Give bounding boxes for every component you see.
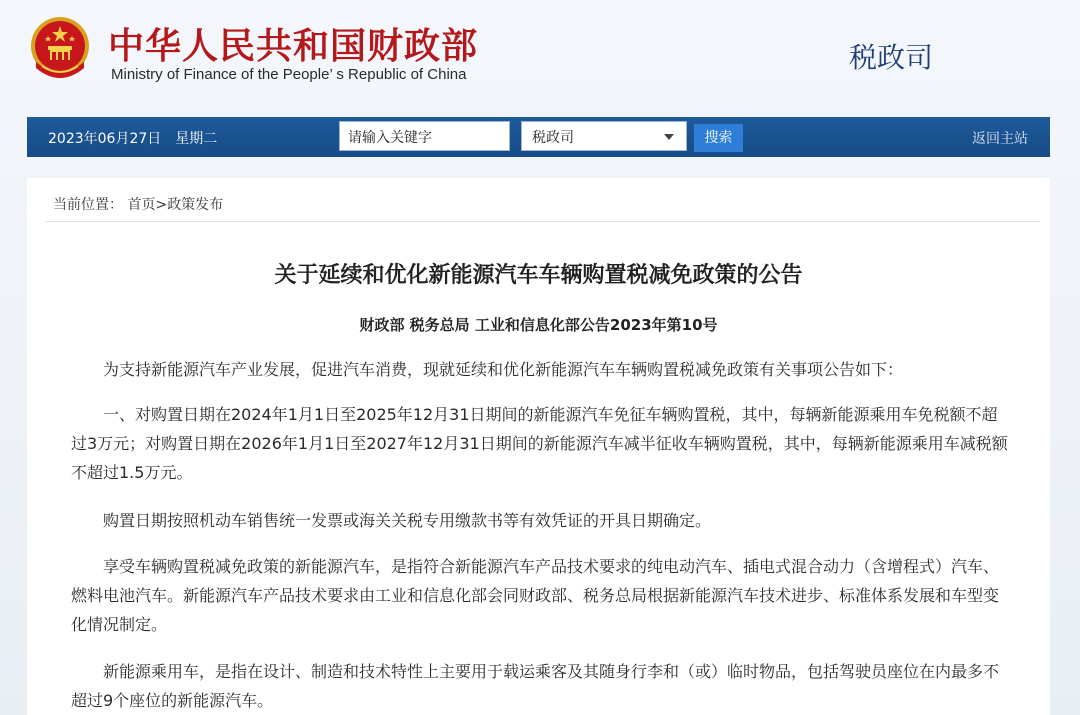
- department-name: 税政司: [849, 41, 934, 74]
- scope-select[interactable]: [521, 121, 687, 151]
- paragraph: 一、对购置日期在2024年1月1日至2025年12月31日期间的新能源汽车免征车辆购置税，其中，每辆新能源乘用车免税额不超过3万元；对购置日期在2026年1月1日至2027年12月31日期间的新能源汽车减半征收车辆购置税，其中，每辆新能源乘用车减税额不超过1.5万元。: [71, 405, 1008, 482]
- site-header: [0, 0, 1080, 118]
- divider: [45, 221, 1040, 222]
- nav-bar: [27, 117, 1050, 157]
- breadcrumb-home-link[interactable]: 首页: [127, 197, 156, 213]
- document-subtitle: 财政部 税务总局 工业和信息化部公告2023年第10号: [359, 316, 718, 334]
- paragraph: 为支持新能源汽车产业发展，促进汽车消费，现就延续和优化新能源汽车车辆购置税减免政策有关事项公告如下：: [103, 360, 904, 379]
- current-date: 2023年06月27日 星期二: [48, 131, 218, 147]
- chevron-down-icon: [664, 134, 674, 140]
- breadcrumb-separator: >: [155, 197, 168, 213]
- paragraph: 新能源乘用车，是指在设计、制造和技术特性上主要用于载运乘客及其随身行李和（或）临时物品，包括驾驶员座位在内最多不超过9个座位的新能源汽车。: [71, 662, 1000, 710]
- content-card: [27, 178, 1050, 715]
- paragraph: 享受车辆购置税减免政策的新能源汽车，是指符合新能源汽车产品技术要求的纯电动汽车、插电式混合动力（含增程式）汽车、燃料电池汽车。新能源汽车产品技术要求由工业和信息化部会同财政部、税务总局根据新能源汽车技术进步、标准体系发展和车型变化情况制定。: [71, 557, 1000, 634]
- national-emblem-icon: [28, 16, 92, 82]
- breadcrumb-section-link[interactable]: 政策发布: [167, 197, 224, 213]
- breadcrumb-prefix: 当前位置：: [53, 197, 123, 213]
- search-button[interactable]: 搜索: [694, 124, 743, 152]
- paragraph: 购置日期按照机动车销售统一发票或海关关税专用缴款书等有效凭证的开具日期确定。: [103, 511, 712, 530]
- return-home-link[interactable]: 返回主站: [972, 131, 1028, 147]
- search-input[interactable]: 请输入关键字: [339, 121, 510, 151]
- site-title: 中华人民共和国财政部: [108, 26, 479, 67]
- document-title: 关于延续和优化新能源汽车车辆购置税减免政策的公告: [274, 263, 803, 288]
- breadcrumb: [53, 194, 223, 214]
- site-title-english: Ministry of Finance of the People’ s Republic of China: [111, 66, 467, 83]
- scope-select-value: 税政司: [532, 130, 574, 146]
